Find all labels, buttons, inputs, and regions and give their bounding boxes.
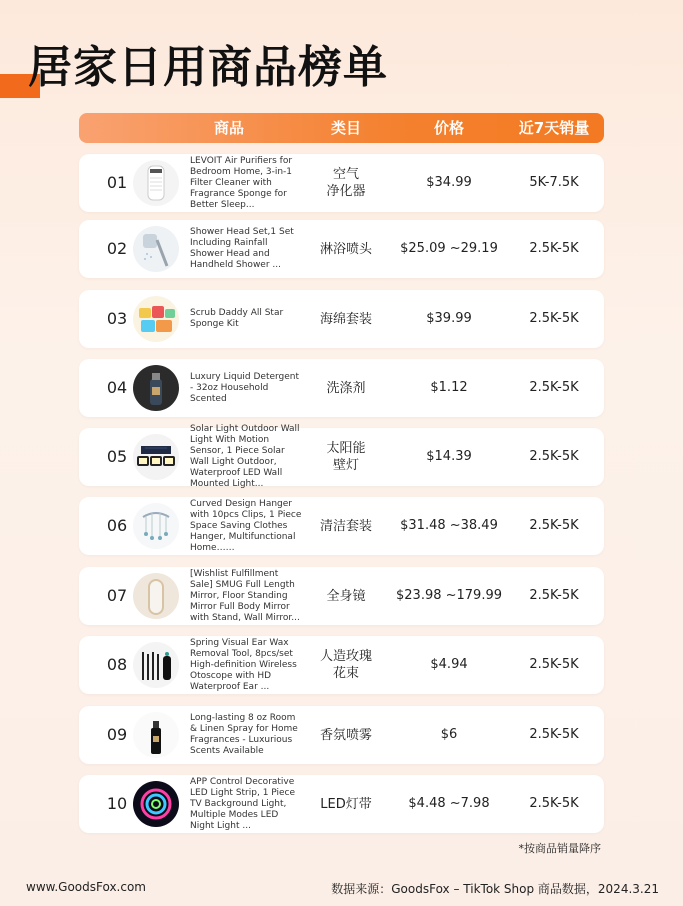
sponge-kit-icon — [133, 296, 179, 342]
rank: 03 — [106, 309, 128, 328]
rank: 07 — [106, 586, 128, 605]
shower-head-icon — [133, 226, 179, 272]
header-price: 价格 — [433, 119, 464, 137]
header-product: 商品 — [213, 119, 244, 137]
table-row[interactable] — [79, 359, 604, 417]
header-sales: 近7天销量 — [518, 119, 590, 137]
price: $4.48 ~7.98 — [408, 796, 490, 811]
sales: 2.5K-5K — [529, 657, 579, 672]
category: 人造玫瑰 花束 — [319, 649, 372, 681]
air-purifier-icon — [133, 160, 179, 206]
product-name: Shower Head Set,1 Set Including Rainfall Shower Head and Handheld Shower ... — [190, 227, 294, 270]
table-row[interactable] — [79, 154, 604, 212]
category: 太阳能 壁灯 — [326, 441, 366, 473]
sales: 2.5K-5K — [529, 311, 579, 326]
category: LED灯带 — [320, 796, 372, 812]
data-source: 数据来源：GoodsFox – TikTok Shop 商品数据，2024.3.21 — [331, 882, 659, 896]
table-row[interactable] — [79, 497, 604, 555]
category: 香氛喷雾 — [319, 727, 372, 743]
mirror-icon — [133, 573, 179, 619]
price: $14.39 — [426, 449, 472, 464]
sales: 2.5K-5K — [529, 449, 579, 464]
sales: 2.5K-5K — [529, 380, 579, 395]
rank: 08 — [106, 655, 128, 674]
table-header — [79, 113, 604, 143]
website-link[interactable]: www.GoodsFox.com — [26, 880, 146, 894]
product-name: Luxury Liquid Detergent - 32oz Household Scented — [190, 371, 300, 404]
header-category: 类目 — [330, 119, 361, 137]
price: $25.09 ~29.19 — [400, 241, 498, 256]
table-row[interactable] — [79, 706, 604, 764]
product-name: Scrub Daddy All Star Sponge Kit — [190, 308, 284, 329]
rank: 05 — [106, 447, 128, 466]
spray-bottle-icon — [133, 712, 179, 758]
category: 全身镜 — [326, 588, 366, 604]
sales: 5K-7.5K — [529, 175, 579, 190]
sales: 2.5K-5K — [529, 588, 579, 603]
price: $34.99 — [426, 175, 472, 190]
category: 清洁套装 — [319, 518, 372, 534]
detergent-bottle-icon — [133, 365, 179, 411]
product-name: APP Control Decorative LED Light Strip, 1 Piece TV Background Light, Multiple Modes LED Night Light ... — [190, 776, 296, 831]
rank: 10 — [106, 794, 128, 813]
table-row[interactable] — [79, 220, 604, 278]
product-name: Curved Design Hanger with 10pcs Clips, 1 Piece Space Saving Clothes Hanger, Multifunctional Home…… — [190, 498, 302, 553]
product-name: [Wishlist Fulfillment Sale] SMUG Full Length Mirror, Floor Standing Mirror Full Body Mirror with Stand, Wall Mirror... — [190, 568, 300, 623]
sales: 2.5K-5K — [529, 796, 579, 811]
rank: 02 — [106, 239, 128, 258]
price: $23.98 ~179.99 — [396, 588, 502, 603]
table-row[interactable] — [79, 567, 604, 625]
led-strip-icon — [133, 781, 179, 827]
price: $4.94 — [430, 657, 468, 672]
product-name: Long-lasting 8 oz Room & Linen Spray for Home Fragrances - Luxurious Scents Available — [190, 713, 298, 756]
price: $6 — [440, 727, 458, 742]
page-title: 居家日用商品榜单 — [28, 42, 388, 93]
sales: 2.5K-5K — [529, 518, 579, 533]
table-row[interactable] — [79, 775, 604, 833]
product-name: Spring Visual Ear Wax Removal Tool, 8pcs/set High-definition Wireless Otoscope with HD Waterproof Ear ... — [190, 637, 297, 692]
hanger-icon — [133, 503, 179, 549]
solar-light-icon — [133, 434, 179, 480]
sales: 2.5K-5K — [529, 727, 579, 742]
price: $39.99 — [426, 311, 472, 326]
table-row[interactable] — [79, 424, 604, 489]
price: $31.48 ~38.49 — [400, 518, 498, 533]
rank: 09 — [106, 725, 128, 744]
sales: 2.5K-5K — [529, 241, 579, 256]
table-row[interactable] — [79, 636, 604, 694]
product-name: Solar Light Outdoor Wall Light With Motion Sensor, 1 Piece Solar Wall Light Outdoor, Waterproof LED Wall Mounted Light... — [190, 424, 300, 489]
rank: 04 — [106, 378, 128, 397]
table-row[interactable] — [79, 290, 604, 348]
category: 海绵套装 — [319, 311, 372, 327]
price: $1.12 — [430, 380, 468, 395]
ear-tool-icon — [133, 642, 179, 688]
sort-note: *按商品销量降序 — [518, 842, 601, 855]
rank: 06 — [106, 516, 128, 535]
category: 洗涤剂 — [326, 380, 366, 396]
category: 空气 净化器 — [326, 167, 366, 199]
product-name: LEVOIT Air Purifiers for Bedroom Home, 3-in-1 Filter Cleaner with Fragrance Sponge for Better Sleep... — [190, 155, 293, 210]
rank: 01 — [106, 173, 128, 192]
category: 淋浴喷头 — [319, 241, 372, 257]
